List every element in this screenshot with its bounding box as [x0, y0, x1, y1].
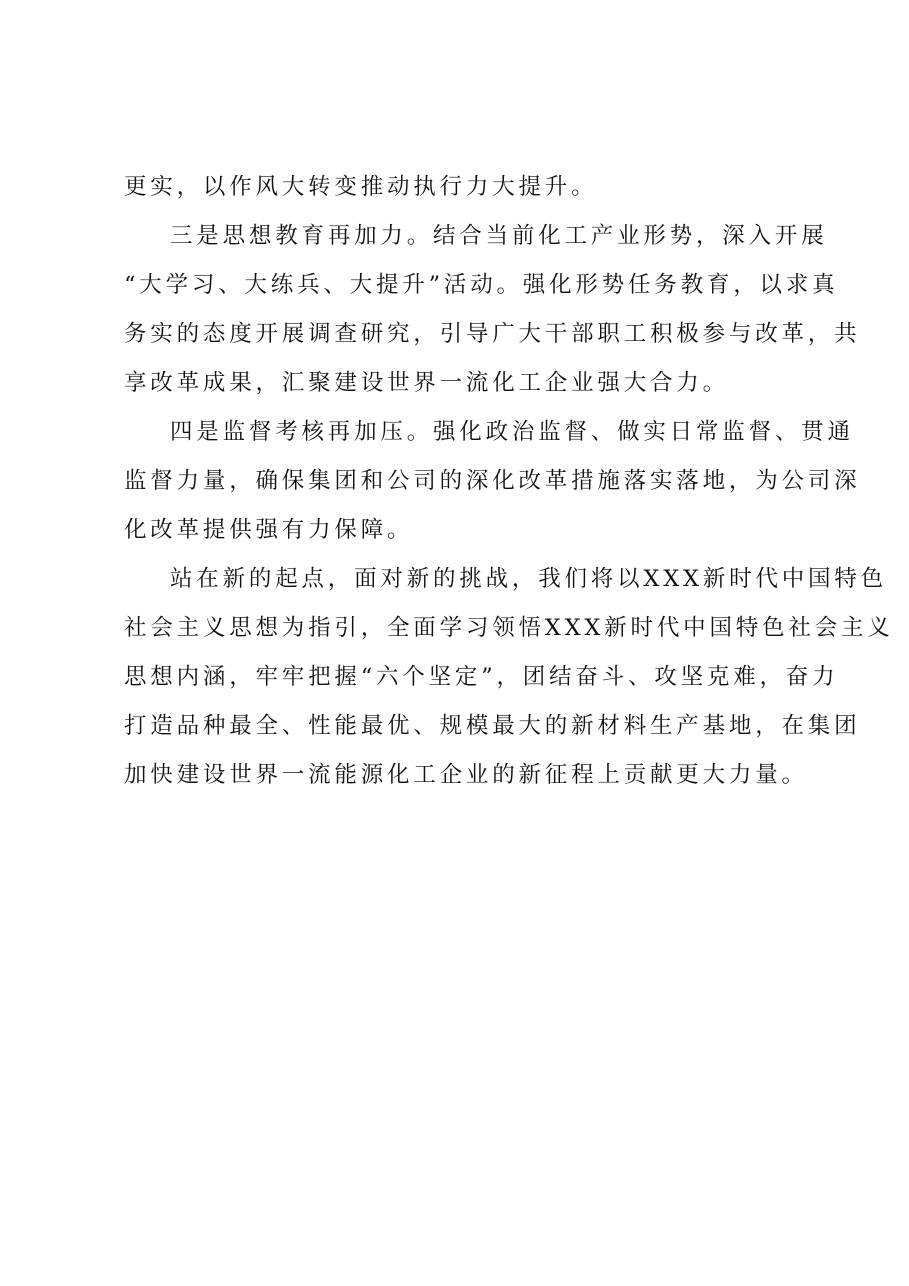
text-line: 加快建设世界一流能源化工企业的新征程上贡献更大力量。	[124, 762, 808, 788]
text-line: 享改革成果，汇聚建设世界一流化工企业强大合力。	[124, 370, 729, 396]
text-line: 化改革提供强有力保障。	[124, 517, 414, 543]
paragraph-supervision	[124, 408, 861, 555]
text-line: 站在新的起点，面对新的挑战，我们将以XXX新时代中国特色	[170, 566, 887, 592]
text-line: 社会主义思想为指引，全面学习领悟XXX新时代中国特色社会主义	[124, 615, 894, 641]
text-line: 务实的态度开展调查研究，引导广大干部职工积极参与改革，共	[124, 321, 861, 347]
text-line: 思想内涵，牢牢把握“六个坚定”，团结奋斗、攻坚克难，奋力	[124, 664, 839, 690]
document-body	[124, 163, 894, 800]
paragraph-continuation	[124, 163, 824, 212]
paragraph-ideological-education	[124, 212, 861, 408]
text-line: 四是监督考核再加压。强化政治监督、做实日常监督、贯通	[170, 419, 854, 445]
text-line: 打造品种最全、性能最优、规模最大的新材料生产基地，在集团	[124, 713, 861, 739]
text-line: 更实，以作风大转变推动执行力大提升。	[124, 174, 598, 200]
paragraph-conclusion	[124, 555, 894, 800]
text-line: “大学习、大练兵、大提升”活动。强化形势任务教育，以求真	[124, 272, 839, 298]
text-line: 监督力量，确保集团和公司的深化改革措施落实落地，为公司深	[124, 468, 861, 494]
text-line: 三是思想教育再加力。结合当前化工产业形势，深入开展	[170, 223, 828, 249]
